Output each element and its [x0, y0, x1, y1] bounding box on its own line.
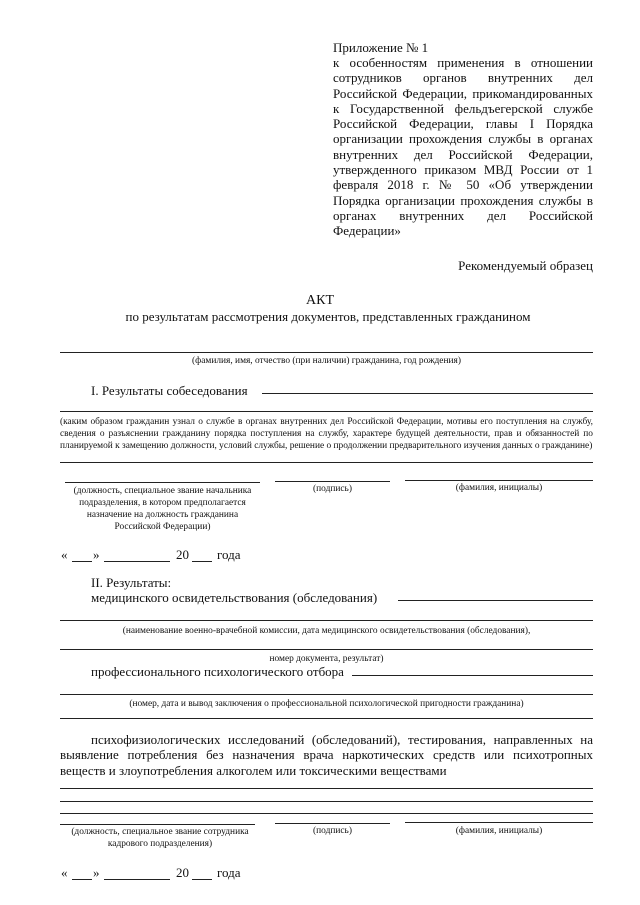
appendix-title: Приложение № 1	[333, 40, 429, 55]
psych-details-line[interactable]	[60, 694, 593, 695]
date-close-quote: »	[93, 547, 100, 562]
signature-line[interactable]	[275, 481, 390, 482]
date-year-prefix: 20	[176, 547, 189, 562]
medical-result-line[interactable]	[398, 600, 593, 601]
fio-line[interactable]	[60, 352, 593, 353]
name-caption: (фамилия, инициалы)	[455, 483, 543, 493]
psych-caption: (номер, дата и вывод заключения о профессиональной психологической пригодности гражданина)	[129, 699, 524, 709]
hr-position-caption: (должность, специальное звание сотрудника кадрового подразделения)	[71, 827, 249, 849]
date-month-field[interactable]	[104, 561, 170, 562]
section2-heading: II. Результаты:	[91, 575, 172, 590]
date2-month-field[interactable]	[104, 879, 170, 880]
interview-details-line[interactable]	[60, 411, 593, 412]
hr-signature-line[interactable]	[275, 823, 390, 824]
date2-close-quote: »	[93, 865, 100, 880]
date-day-field[interactable]	[72, 561, 92, 562]
act-title: АКТ	[306, 293, 334, 308]
psychophys-result-line-2[interactable]	[60, 801, 593, 802]
interview-continuation-line[interactable]	[60, 462, 593, 463]
fio-caption: (фамилия, имя, отчество (при наличии) гражданина, год рождения)	[192, 356, 461, 366]
section1-heading: I. Результаты собеседования	[91, 383, 248, 398]
psychophys-result-line-3[interactable]	[60, 813, 593, 814]
medical-caption-1: (наименование военно-врачебной комиссии, дата медицинского освидетельствования (обследования),	[122, 626, 531, 636]
medical-continuation-line[interactable]	[60, 649, 593, 650]
date2-day-field[interactable]	[72, 879, 92, 880]
date2-year-suffix: года	[217, 865, 241, 880]
date2-year-prefix: 20	[176, 865, 189, 880]
psych-label: профессионального психологического отбора	[91, 664, 344, 679]
date-year-suffix: года	[217, 547, 241, 562]
interview-caption: (каким образом гражданин узнал о службе в органах внутренних дел Российской Федерации, мотивы его поступления на службу, сведения о разъяснении гражданину порядка поступления на службу, характере будущей деятельности, прав и обязанностей по планируемой к замещению должности, условий службы, решение о продолжении предварительного изучения данных о гражданине)	[60, 417, 593, 451]
psych-result-line[interactable]	[352, 675, 593, 676]
psychophysiological-text: психофизиологических исследований (обследований), тестирования, направленных на выявление потребления без назначения врача наркотических средств или психотропных веществ и злоупотребления алкоголем или токсическими веществами	[60, 732, 593, 778]
hr-name-line[interactable]	[405, 822, 593, 823]
medical-details-line[interactable]	[60, 620, 593, 621]
act-subtitle: по результатам рассмотрения документов, представленных гражданином	[125, 309, 531, 324]
position-caption: (должность, специальное звание начальника подразделения, в котором предполагается назначение на должность гражданина Российской Федерации)	[73, 486, 252, 532]
date2-open-quote: «	[61, 865, 68, 880]
hr-name-caption: (фамилия, инициалы)	[455, 826, 543, 836]
position-line[interactable]	[65, 482, 260, 483]
interview-result-line[interactable]	[262, 393, 593, 394]
hr-position-line[interactable]	[60, 824, 255, 825]
date-year-field[interactable]	[192, 561, 212, 562]
recommended-sample-label: Рекомендуемый образец	[458, 258, 593, 273]
medical-caption-2: номер документа, результат)	[269, 654, 384, 664]
appendix-text: к особенностям применения в отношении сотрудников органов внутренних дел Российской Федерации, прикомандированных к Государственной фельдъегерской службе Российской Федерации, главы I Порядка организации прохождения службы в органах внутренних дел Российской Федерации, утвержденного приказом МВД России от 1 февраля 2018 г. № 50 «Об утверждении Порядка организации прохождения службы в органах внутренних дел Российской Федерации»	[333, 55, 593, 239]
medical-label: медицинского освидетельствования (обследования)	[91, 590, 378, 605]
signature-caption: (подпись)	[313, 484, 352, 494]
name-line[interactable]	[405, 480, 593, 481]
hr-signature-caption: (подпись)	[313, 826, 352, 836]
date-open-quote: «	[61, 547, 68, 562]
psych-continuation-line[interactable]	[60, 718, 593, 719]
psychophys-result-line-1[interactable]	[60, 788, 593, 789]
date2-year-field[interactable]	[192, 879, 212, 880]
